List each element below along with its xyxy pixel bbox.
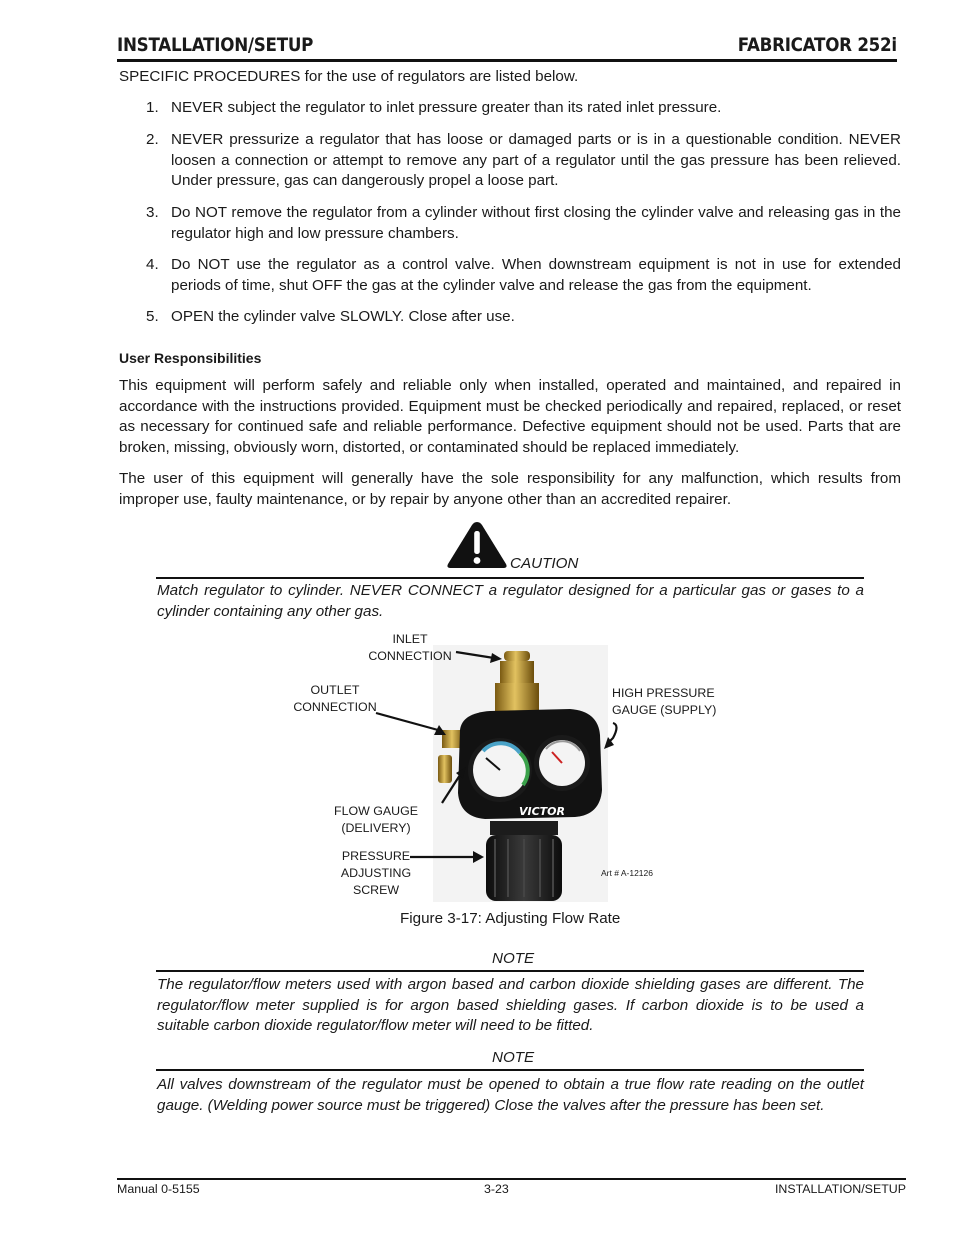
procedure-item — [146, 307, 901, 328]
procedure-number: 2. — [146, 131, 159, 148]
procedure-text: NEVER pressurize a regulator that has loose or damaged parts or is in a questionable condition. NEVER loosen a connection or attempt to remove any part of a regulator until the gas pressure has been relieved. Under pressure, gas can dangerously propel a loose part. — [171, 131, 901, 190]
paragraph: This equipment will perform safely and reliable only when installed, operated and maintained, and repaired in accordance with the instructions provided. Equipment must be checked periodically and repaired, replaced, or reset as necessary for continued safe and reliable performance. Defective equipment should not be used. Parts that are broken, missing, obviously worn, distorted, or contaminated should be replaced immediately. — [119, 377, 901, 456]
footer-page-number: 3-23 — [484, 1182, 509, 1196]
procedure-number: 4. — [146, 256, 159, 273]
procedure-item — [146, 255, 901, 296]
footer-manual: Manual 0-5155 — [117, 1182, 200, 1196]
art-number: Art # A-12126 — [601, 868, 653, 878]
callout-text: HIGH PRESSURE — [612, 686, 715, 700]
callout-text: ADJUSTING — [340, 865, 412, 880]
note-text: The regulator/flow meters used with argon based and carbon dioxide shielding gases are different. The regulator/flow meter supplied is for argon based shielding gases. If carbon dioxide is to be used a suitable carbon dioxide regulator/flow meter will need to be fitted. — [157, 976, 864, 1035]
callout-text: OUTLET — [310, 683, 360, 697]
callout-text: CONNECTION — [368, 648, 452, 663]
note-rule — [156, 970, 864, 972]
page-header — [117, 34, 897, 64]
caution-rule — [156, 577, 864, 579]
note-label: NOTE — [492, 1049, 535, 1066]
callout-text: CONNECTION — [293, 699, 377, 714]
note-label: NOTE — [492, 950, 535, 967]
callout-text: FLOW GAUGE (DELIVERY) — [334, 804, 418, 835]
caution-text: Match regulator to cylinder. NEVER CONNECT a regulator designed for a particular gas or gases to a cylinder containing any other gas. — [157, 582, 864, 620]
figure-caption: Figure 3-17: Adjusting Flow Rate — [400, 910, 621, 927]
callout-inlet — [360, 631, 460, 665]
intro-text: SPECIFIC PROCEDURES for the use of regulators are listed below. — [119, 68, 579, 85]
product-title: FABRICATOR 252i — [737, 34, 897, 56]
procedure-number: 5. — [146, 308, 159, 325]
callout-text: SCREW — [352, 882, 400, 897]
callout-high-pressure — [612, 685, 718, 719]
note-text: All valves downstream of the regulator must be opened to obtain a true flow rate reading on the outlet gauge. (Welding power source must be triggered) Close the valves after the pressure has been set. — [157, 1076, 864, 1114]
callout-text: PRESSURE — [341, 849, 411, 863]
caution-label: CAUTION — [510, 555, 579, 572]
callout-text: INLET — [392, 632, 428, 646]
callout-outlet — [286, 682, 384, 716]
footer-rule — [117, 1178, 906, 1180]
procedure-text: OPEN the cylinder valve SLOWLY. Close after use. — [171, 308, 515, 325]
callout-adjusting-screw — [330, 848, 422, 898]
procedure-number: 1. — [146, 99, 159, 116]
procedure-text: Do NOT remove the regulator from a cylinder without first closing the cylinder valve and releasing gas in the regulator high and low pressure chambers. — [171, 204, 901, 242]
procedure-text: Do NOT use the regulator as a control valve. When downstream equipment is not in use for extended periods of time, shut OFF the gas at the cylinder valve and release the gas from the equipment. — [171, 256, 901, 294]
warning-triangle-icon — [446, 520, 508, 570]
callout-flow-gauge — [298, 803, 454, 837]
section-title: INSTALLATION/SETUP — [117, 34, 314, 56]
procedure-number: 3. — [146, 204, 159, 221]
note-rule — [156, 1069, 864, 1071]
procedure-item — [146, 130, 901, 192]
procedure-item — [146, 98, 901, 119]
callout-text: GAUGE (SUPPLY) — [612, 702, 717, 717]
procedure-item — [146, 203, 901, 244]
brand-logo: VICTOR — [518, 805, 566, 818]
procedure-text: NEVER subject the regulator to inlet pressure greater than its rated inlet pressure. — [171, 99, 722, 116]
subheading: User Responsibilities — [119, 350, 262, 366]
footer-section: INSTALLATION/SETUP — [774, 1182, 906, 1196]
header-rule — [117, 59, 897, 62]
paragraph: The user of this equipment will generally have the sole responsibility for any malfunction, which results from improper use, faulty maintenance, or by repair by anyone other than an accredited repairer. — [119, 470, 901, 508]
